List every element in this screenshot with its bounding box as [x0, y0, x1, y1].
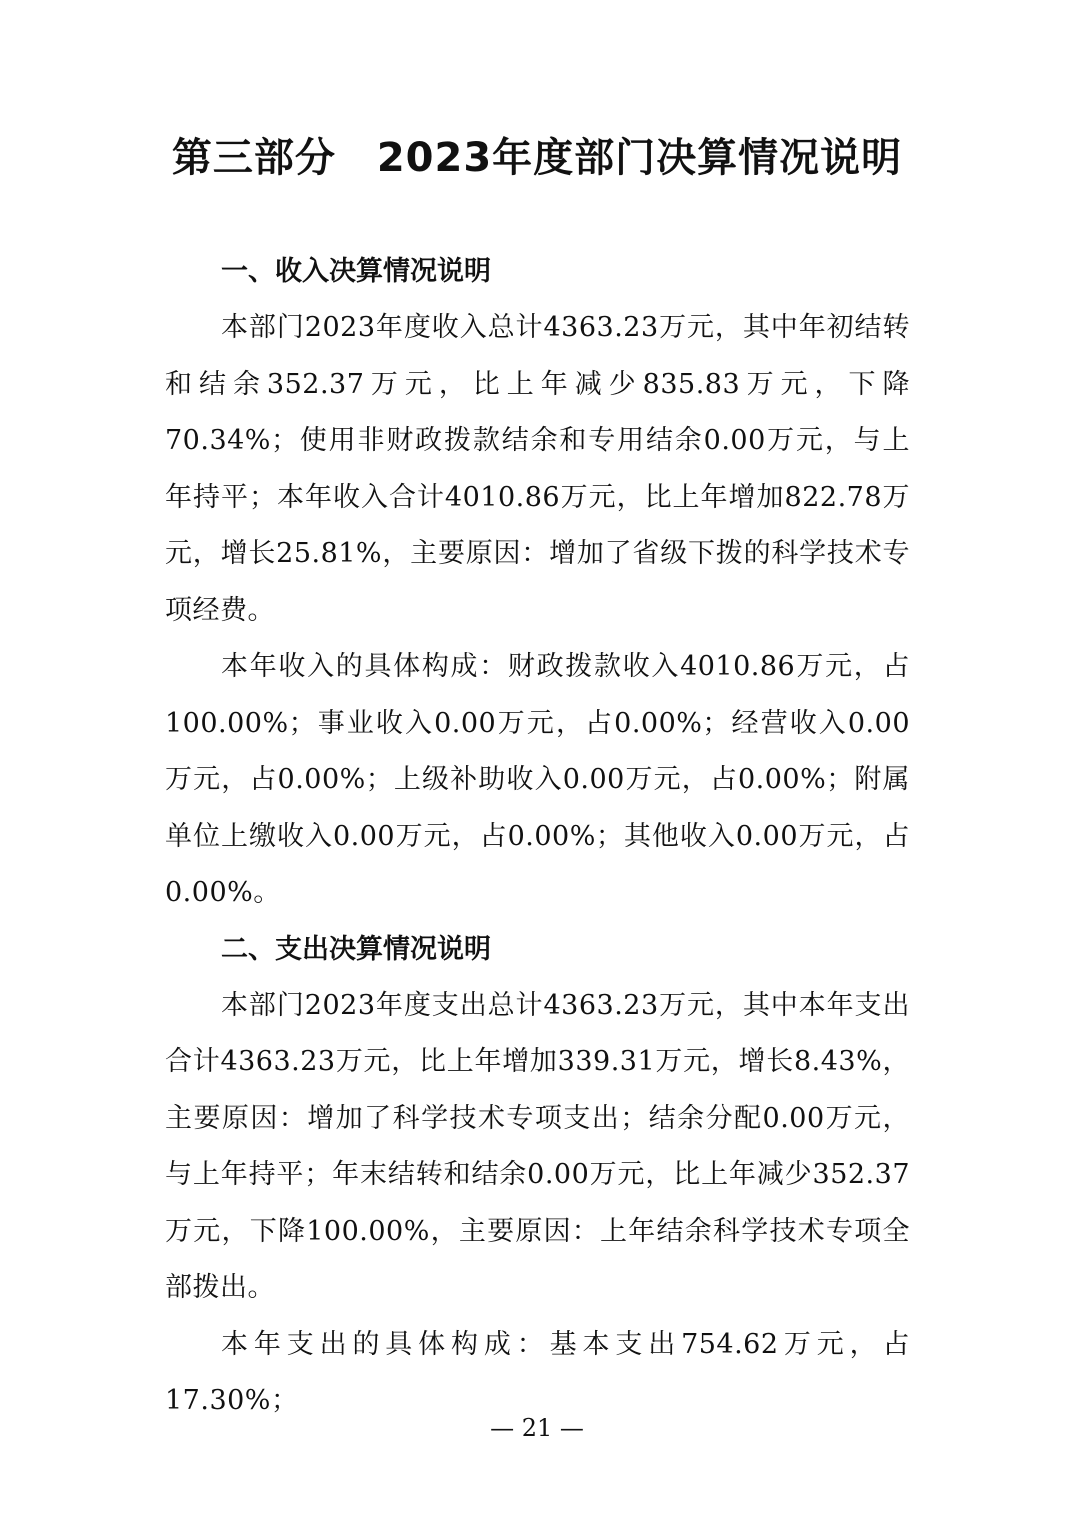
page-number: — 21 — [490, 1414, 584, 1442]
section-heading: 二、支出决算情况说明 [221, 933, 491, 965]
section-expenditure [165, 922, 910, 1430]
paragraph: 本部门2023年度支出总计4363.23万元，其中本年支出合计4363.23万元，比上年增加339.31万元，增长8.43%，主要原因：增加了科学技术专项支出；结余分配0.00万元，与上年持平；年末结转和结余0.00万元，比上年减少352.37万元，下降100.00%，主要原因：上年结余科学技术专项全部拨出。 [165, 989, 910, 1303]
paragraph: 本年收入的具体构成：财政拨款收入4010.86万元，占100.00%；事业收入0.00万元，占0.00%；经营收入0.00万元，占0.00%；上级补助收入0.00万元，占0.00%；附属单位上缴收入0.00万元，占0.00%；其他收入0.00万元，占0.00%。 [165, 651, 910, 908]
paragraph: 本年支出的具体构成：基本支出754.62万元，占17.30%； [165, 1328, 910, 1416]
page-title: 第三部分 2023年度部门决算情况说明 [171, 135, 903, 181]
paragraph: 本部门2023年度收入总计4363.23万元，其中年初结转和结余352.37万元，比上年减少835.83万元，下降70.34%；使用非财政拨款结余和专用结余0.00万元，与上年持平；本年收入合计4010.86万元，比上年增加822.78万元，增长25.81%，主要原因：增加了省级下拨的科学技术专项经费。 [165, 312, 910, 626]
section-heading: 一、收入决算情况说明 [221, 256, 491, 287]
section-income [165, 244, 910, 922]
document-body [165, 244, 910, 1430]
